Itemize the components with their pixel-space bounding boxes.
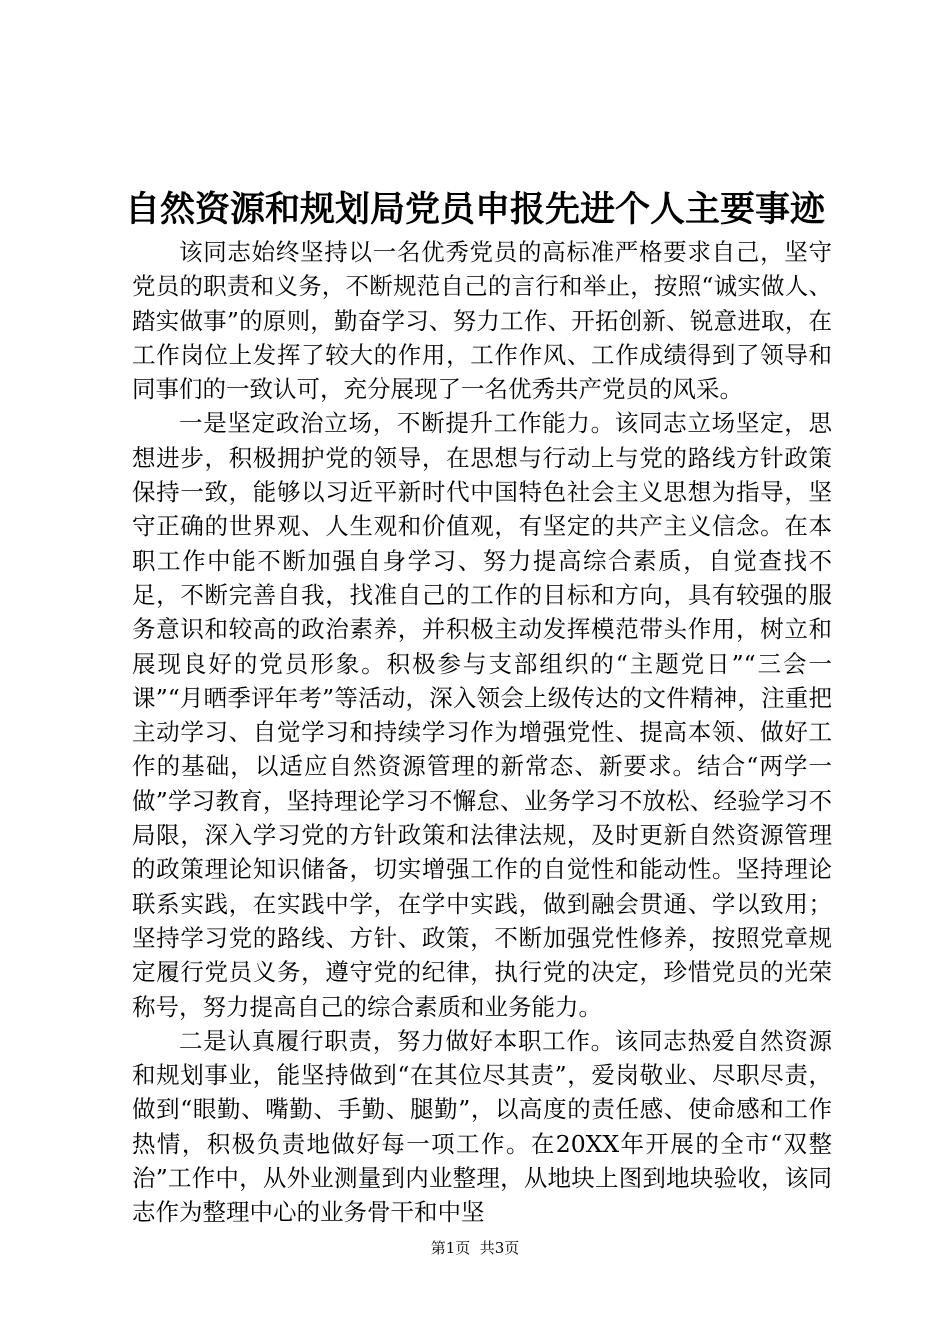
document-body	[132, 235, 832, 1230]
paragraph-intro: 该同志始终坚持以一名优秀党员的高标准严格要求自己，坚守党员的职责和义务，不断规范自己的言行和举止，按照“诚实做人、踏实做事”的原则，勤奋学习、努力工作、开拓创新、锐意进取，在工作岗位上发挥了较大的作用，工作作风、工作成绩得到了领导和同事们的一致认可，充分展现了一名优秀共产党员的风采。	[132, 238, 832, 404]
paragraph-duties: 二是认真履行职责，努力做好本职工作。该同志热爱自然资源和规划事业，能坚持做到“在其位尽其责”，爱岗敬业、尽职尽责，做到“眼勤、嘴勤、手勤、腿勤”，以高度的责任感、使命感和工作热情，积极负责地做好每一项工作。在20XX年开展的全市“双整治”工作中，从外业测量到内业整理，从地块上图到地块验收，该同志作为整理中心的业务骨干和中坚	[132, 1026, 832, 1227]
page-footer: 第1页 共3页	[430, 1239, 520, 1257]
document-title: 自然资源和规划局党员申报先进个人主要事迹	[124, 189, 825, 230]
paragraph-political-stance: 一是坚定政治立场，不断提升工作能力。该同志立场坚定，思想进步，积极拥护党的领导，在思想与行动上与党的路线方针政策保持一致，能够以习近平新时代中国特色社会主义思想为指导，坚守正确的世界观、人生观和价值观，有坚定的共产主义信念。在本职工作中能不断加强自身学习、努力提高综合素质，自觉查找不足，不断完善自我，找准自己的工作的目标和方向，具有较强的服务意识和较高的政治素养，并积极主动发挥模范带头作用，树立和展现良好的党员形象。积极参与支部组织的“主题党日”“三会一课”“月晒季评年考”等活动，深入领会上级传达的文件精神，注重把主动学习、自觉学习和持续学习作为增强党性、提高本领、做好工作的基础，以适应自然资源管理的新常态、新要求。结合“两学一做”学习教育，坚持理论学习不懈怠、业务学习不放松、经验学习不局限，深入学习党的方针政策和法律法规，及时更新自然资源管理的政策理论知识储备，切实增强工作的自觉性和能动性。坚持理论联系实践，在实践中学，在学中实践，做到融会贯通、学以致用；坚持学习党的路线、方针、政策，不断加强党性修养，按照党章规定履行党员义务，遵守党的纪律，执行党的决定，珍惜党员的光荣称号，努力提高自己的综合素质和业务能力。	[132, 409, 832, 1021]
